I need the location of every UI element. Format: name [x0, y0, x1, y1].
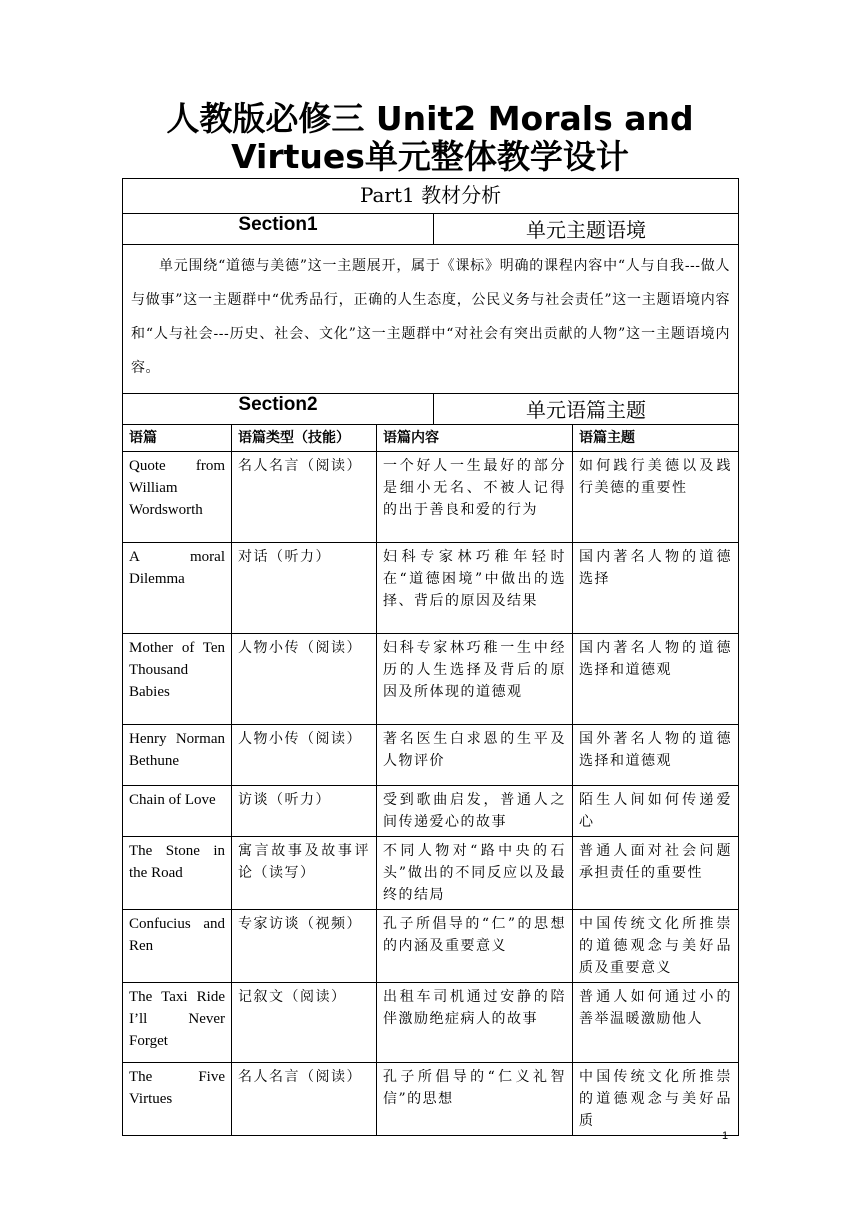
teaching-design-table — [122, 178, 739, 1136]
table-row — [123, 983, 739, 1063]
column-header-type: 语篇类型（技能） — [232, 425, 377, 452]
text-content-cell: 妇科专家林巧稚年轻时在“道德困境”中做出的选择、背后的原因及结果 — [377, 543, 573, 634]
table-row — [123, 452, 739, 543]
text-name-cell: Mother of Ten Thousand Babies — [123, 634, 232, 725]
text-type-cell: 专家访谈（视频） — [232, 910, 377, 983]
section1-content-cell — [123, 245, 739, 394]
text-content-cell: 一个好人一生最好的部分是细小无名、不被人记得的出于善良和爱的行为 — [377, 452, 573, 543]
text-type-cell: 对话（听力） — [232, 543, 377, 634]
text-theme-cell: 国内著名人物的道德选择 — [573, 543, 739, 634]
text-type-cell: 人物小传（阅读） — [232, 725, 377, 786]
text-type-cell: 名人名言（阅读） — [232, 1063, 377, 1136]
part1-label: Part1 教材分析 — [123, 179, 739, 214]
text-type-cell: 名人名言（阅读） — [232, 452, 377, 543]
text-theme-cell: 如何践行美德以及践行美德的重要性 — [573, 452, 739, 543]
text-theme-cell: 普通人面对社会问题承担责任的重要性 — [573, 837, 739, 910]
text-theme-cell: 中国传统文化所推崇的道德观念与美好品质 — [573, 1063, 739, 1136]
table-row — [123, 543, 739, 634]
text-content-cell: 受到歌曲启发，普通人之间传递爱心的故事 — [377, 786, 573, 837]
text-content-cell: 妇科专家林巧稚一生中经历的人生选择及背后的原因及所体现的道德观 — [377, 634, 573, 725]
text-content-cell: 孔子所倡导的“仁”的思想的内涵及重要意义 — [377, 910, 573, 983]
text-name-cell: The Taxi Ride I’ll Never Forget — [123, 983, 232, 1063]
table-row — [123, 786, 739, 837]
section1-label: Section1 — [123, 214, 434, 245]
text-name-cell: Chain of Love — [123, 786, 232, 837]
part1-header-row — [123, 179, 739, 214]
text-rows — [123, 452, 739, 1136]
text-name-cell: Confucius and Ren — [123, 910, 232, 983]
text-name-cell: Quote from William Wordsworth — [123, 452, 232, 543]
page-number: 1 — [722, 1130, 729, 1142]
section2-title: 单元语篇主题 — [434, 394, 739, 425]
table-row — [123, 1063, 739, 1136]
text-theme-cell: 国外著名人物的道德选择和道德观 — [573, 725, 739, 786]
text-name-cell: A moral Dilemma — [123, 543, 232, 634]
text-content-cell: 不同人物对“路中央的石头”做出的不同反应以及最终的结局 — [377, 837, 573, 910]
text-content-cell: 出租车司机通过安静的陪伴激励绝症病人的故事 — [377, 983, 573, 1063]
column-header-text: 语篇 — [123, 425, 232, 452]
text-theme-cell: 陌生人间如何传递爱心 — [573, 786, 739, 837]
page-title: 人教版必修三 Unit2 Morals and Virtues单元整体教学设计 — [166, 99, 694, 176]
section2-label: Section2 — [123, 394, 434, 425]
table-row — [123, 725, 739, 786]
text-content-cell: 孔子所倡导的“仁义礼智信”的思想 — [377, 1063, 573, 1136]
column-header-content: 语篇内容 — [377, 425, 573, 452]
text-type-cell: 寓言故事及故事评论（读写） — [232, 837, 377, 910]
text-type-cell: 记叙文（阅读） — [232, 983, 377, 1063]
text-theme-cell: 普通人如何通过小的善举温暖激励他人 — [573, 983, 739, 1063]
section1-paragraph: 单元围绕“道德与美德”这一主题展开，属于《课标》明确的课程内容中“人与自我---做人与做事”这一主题群中“优秀品行，正确的人生态度，公民义务与社会责任”这一主题语境内容和“人与社会---历史、社会、文化”这一主题群中“对社会有突出贡献的人物”这一主题语境内容。 — [131, 258, 731, 376]
section1-header-row — [123, 214, 739, 245]
table-header-row — [123, 425, 739, 452]
text-type-cell: 访谈（听力） — [232, 786, 377, 837]
text-type-cell: 人物小传（阅读） — [232, 634, 377, 725]
column-header-theme: 语篇主题 — [573, 425, 739, 452]
text-content-cell: 著名医生白求恩的生平及人物评价 — [377, 725, 573, 786]
text-theme-cell: 国内著名人物的道德选择和道德观 — [573, 634, 739, 725]
text-name-cell: The Five Virtues — [123, 1063, 232, 1136]
table-row — [123, 837, 739, 910]
section1-content-row — [123, 245, 739, 394]
text-name-cell: The Stone in the Road — [123, 837, 232, 910]
section1-title: 单元主题语境 — [434, 214, 739, 245]
text-theme-cell: 中国传统文化所推崇的道德观念与美好品质及重要意义 — [573, 910, 739, 983]
table-row — [123, 910, 739, 983]
text-name-cell: Henry Norman Bethune — [123, 725, 232, 786]
section2-header-row — [123, 394, 739, 425]
table-row — [123, 634, 739, 725]
